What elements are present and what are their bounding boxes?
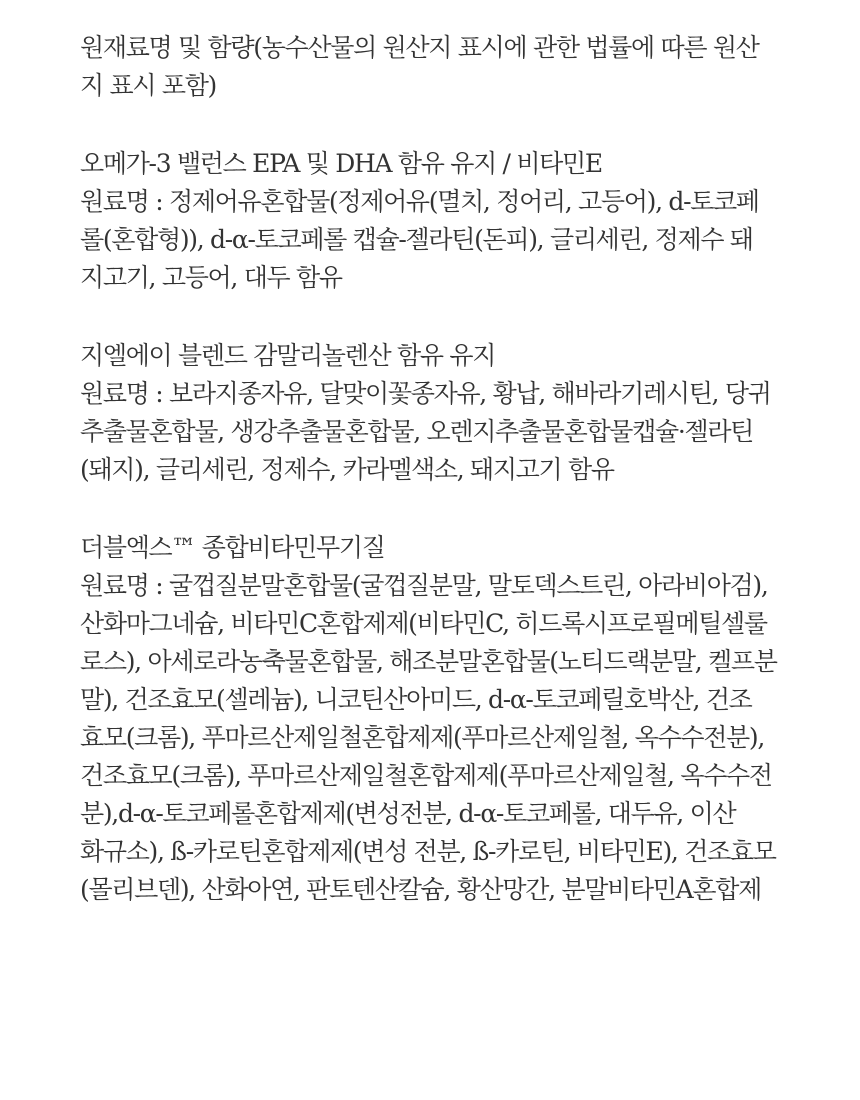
ingredient-line: 로스), 아세로라농축물혼합물, 해조분말혼합물(노티드랙분말, 켈프분 — [80, 647, 777, 676]
section-title: 오메가-3 밸런스 EPA 및 DHA 함유 유지 / 비타민E — [80, 149, 602, 178]
ingredient-line: 원료명 : 보라지종자유, 달맞이꽃종자유, 황납, 해바라기레시틴, 당귀 — [80, 379, 771, 408]
section-title: 더블엑스™ 종합비타민무기질 — [80, 533, 385, 562]
ingredient-line: 효모(크롬), 푸마르산제일철혼합제제(푸마르산제일철, 옥수수전분), — [80, 723, 765, 752]
section-double-x — [80, 529, 820, 909]
section-title: 지엘에이 블렌드 감말리놀렌산 함유 유지 — [80, 341, 496, 370]
ingredient-line: 화규소), ß-카로틴혼합제제(변성 전분, ß-카로틴, 비타민E), 건조효모 — [80, 837, 776, 866]
ingredient-line: (돼지), 글리세린, 정제수, 카라멜색소, 돼지고기 함유 — [80, 455, 614, 484]
intro-line: 지 표시 포함) — [80, 71, 216, 100]
ingredient-line: 추출물혼합물, 생강추출물혼합물, 오렌지추출물혼합물캡슐·젤라틴 — [80, 417, 754, 446]
ingredient-line: 원료명 : 굴껍질분말혼합물(굴껍질분말, 말토덱스트린, 아라비아검), — [80, 571, 768, 600]
ingredient-line: 롤(혼합형)), d-α-토코페롤 캡슐-젤라틴(돈피), 글리세린, 정제수 돼 — [80, 225, 753, 254]
ingredient-line: 원료명 : 정제어유혼합물(정제어유(멸치, 정어리, 고등어), d-토코페 — [80, 187, 759, 216]
ingredient-line: (몰리브덴), 산화아연, 판토텐산칼슘, 황산망간, 분말비타민A혼합제 — [80, 875, 761, 904]
intro-line: 원재료명 및 함량(농수산물의 원산지 표시에 관한 법률에 따른 원산 — [80, 33, 759, 62]
ingredient-line: 분),d-α-토코페롤혼합제제(변성전분, d-α-토코페롤, 대두유, 이산 — [80, 799, 736, 828]
ingredients-document — [80, 0, 820, 909]
section-gla-blend — [80, 337, 820, 489]
ingredient-line: 산화마그네슘, 비타민C혼합제제(비타민C, 히드록시프로필메틸셀룰 — [80, 609, 767, 638]
section-omega3 — [80, 145, 820, 297]
ingredient-line: 지고기, 고등어, 대두 함유 — [80, 263, 342, 292]
intro-heading — [80, 29, 820, 105]
ingredient-line: 건조효모(크롬), 푸마르산제일철혼합제제(푸마르산제일철, 옥수수전 — [80, 761, 772, 790]
ingredient-line: 말), 건조효모(셀레늄), 니코틴산아미드, d-α-토코페릴호박산, 건조 — [80, 685, 752, 714]
